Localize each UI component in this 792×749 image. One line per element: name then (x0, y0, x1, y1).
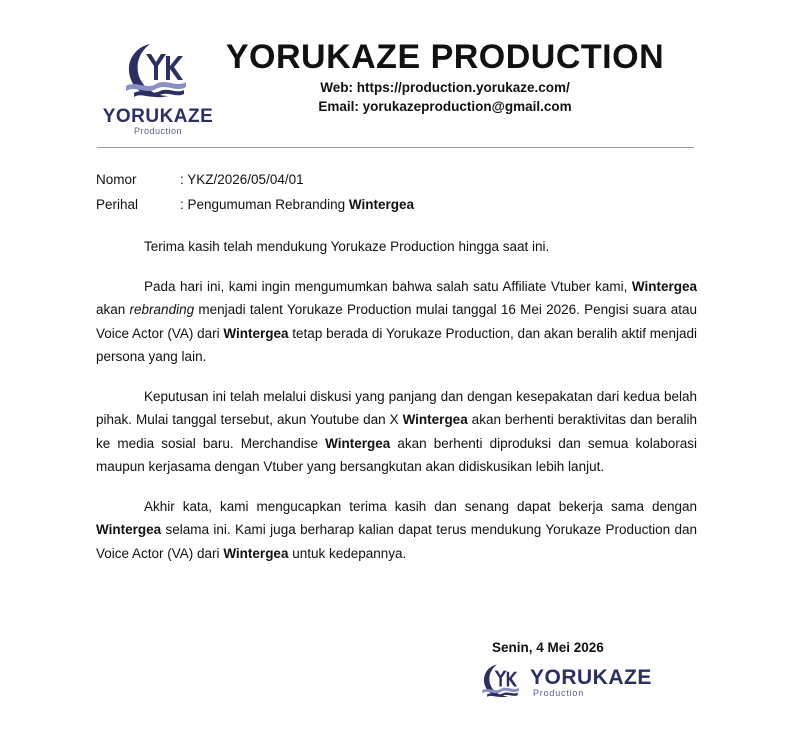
paragraph-text: tetap berada di Yorukaze Production, dan akan beralih aktif menjadi persona yang lain. (96, 325, 697, 364)
meta-number-label: Nomor (96, 172, 137, 187)
paragraph-text: Pada hari ini, kami ingin mengumumkan bahwa salah satu Affiliate Vtuber kami, (144, 278, 632, 294)
meta-subject-prefix: : Pengumuman Rebranding (180, 197, 349, 212)
yorukaze-logo-icon (120, 40, 190, 102)
paragraph-text: selama ini. Kami juga berharap kalian dapat terus mendukung Yorukaze Production dan Voice Actor (VA) dari (96, 522, 697, 561)
bold-text: Wintergea (325, 435, 391, 451)
meta-number-row (96, 172, 304, 187)
body-paragraph (96, 235, 697, 259)
yorukaze-logo-icon (478, 662, 522, 700)
body-paragraph (96, 385, 697, 479)
company-email: Email: yorukazeproduction@gmail.com (318, 99, 572, 114)
company-name: YORUKAZE PRODUCTION (225, 38, 665, 76)
letter-body (96, 235, 697, 581)
logo-wordmark: YORUKAZE (102, 106, 214, 127)
company-web: Web: https://production.yorukaze.com/ (320, 80, 570, 95)
meta-subject-bold: Wintergea (348, 197, 414, 212)
meta-subject-label: Perihal (96, 197, 139, 212)
signature-logo (478, 660, 668, 702)
paragraph-text: Terima kasih telah mendukung Yorukaze Production hingga saat ini. (144, 239, 550, 254)
meta-subject-value (180, 197, 414, 212)
signature-subtitle: Production (533, 688, 585, 698)
paragraph-text: akan berhenti beraktivitas dan beralih ke media sosial baru. Merchandise (96, 412, 697, 451)
body-paragraph (96, 275, 697, 369)
paragraph-text: akan berhenti diproduksi dan semua kolaborasi maupun kerjasama dengan Vtuber yang bersangkutan akan didiskusikan lebih lanjut. (96, 435, 697, 474)
bold-text: Wintergea (402, 412, 468, 427)
paragraph-text: menjadi talent Yorukaze Production mulai tanggal 16 Mei 2026. Pengisi suara atau Voice Actor (VA) dari (96, 302, 698, 341)
meta-number-value: : YKZ/2026/05/04/01 (180, 172, 304, 187)
body-paragraph (96, 495, 697, 566)
paragraph-text: akan (96, 302, 130, 317)
meta-subject-row (96, 197, 414, 212)
paragraph-text: Akhir kata, kami mengucapkan terima kasih dan senang dapat bekerja sama dengan (144, 498, 697, 514)
italic-text: rebranding (129, 302, 195, 317)
signature-wordmark: YORUKAZE (530, 666, 652, 689)
bold-text: Wintergea (96, 522, 162, 537)
bold-text: Wintergea (223, 325, 289, 341)
header-divider (97, 147, 694, 148)
paragraph-text: Keputusan ini telah melalui diskusi yang panjang dan dengan kesepakatan dari kedua belah pihak. Mulai tanggal tersebut, akun Youtube dan X (96, 388, 697, 427)
bold-text: Wintergea (223, 545, 289, 561)
bold-text: Wintergea (631, 278, 697, 294)
signature-date: Senin, 4 Mei 2026 (492, 640, 604, 655)
paragraph-text: untuk kedepannya. (288, 545, 407, 561)
logo-subtitle: Production (133, 126, 183, 136)
